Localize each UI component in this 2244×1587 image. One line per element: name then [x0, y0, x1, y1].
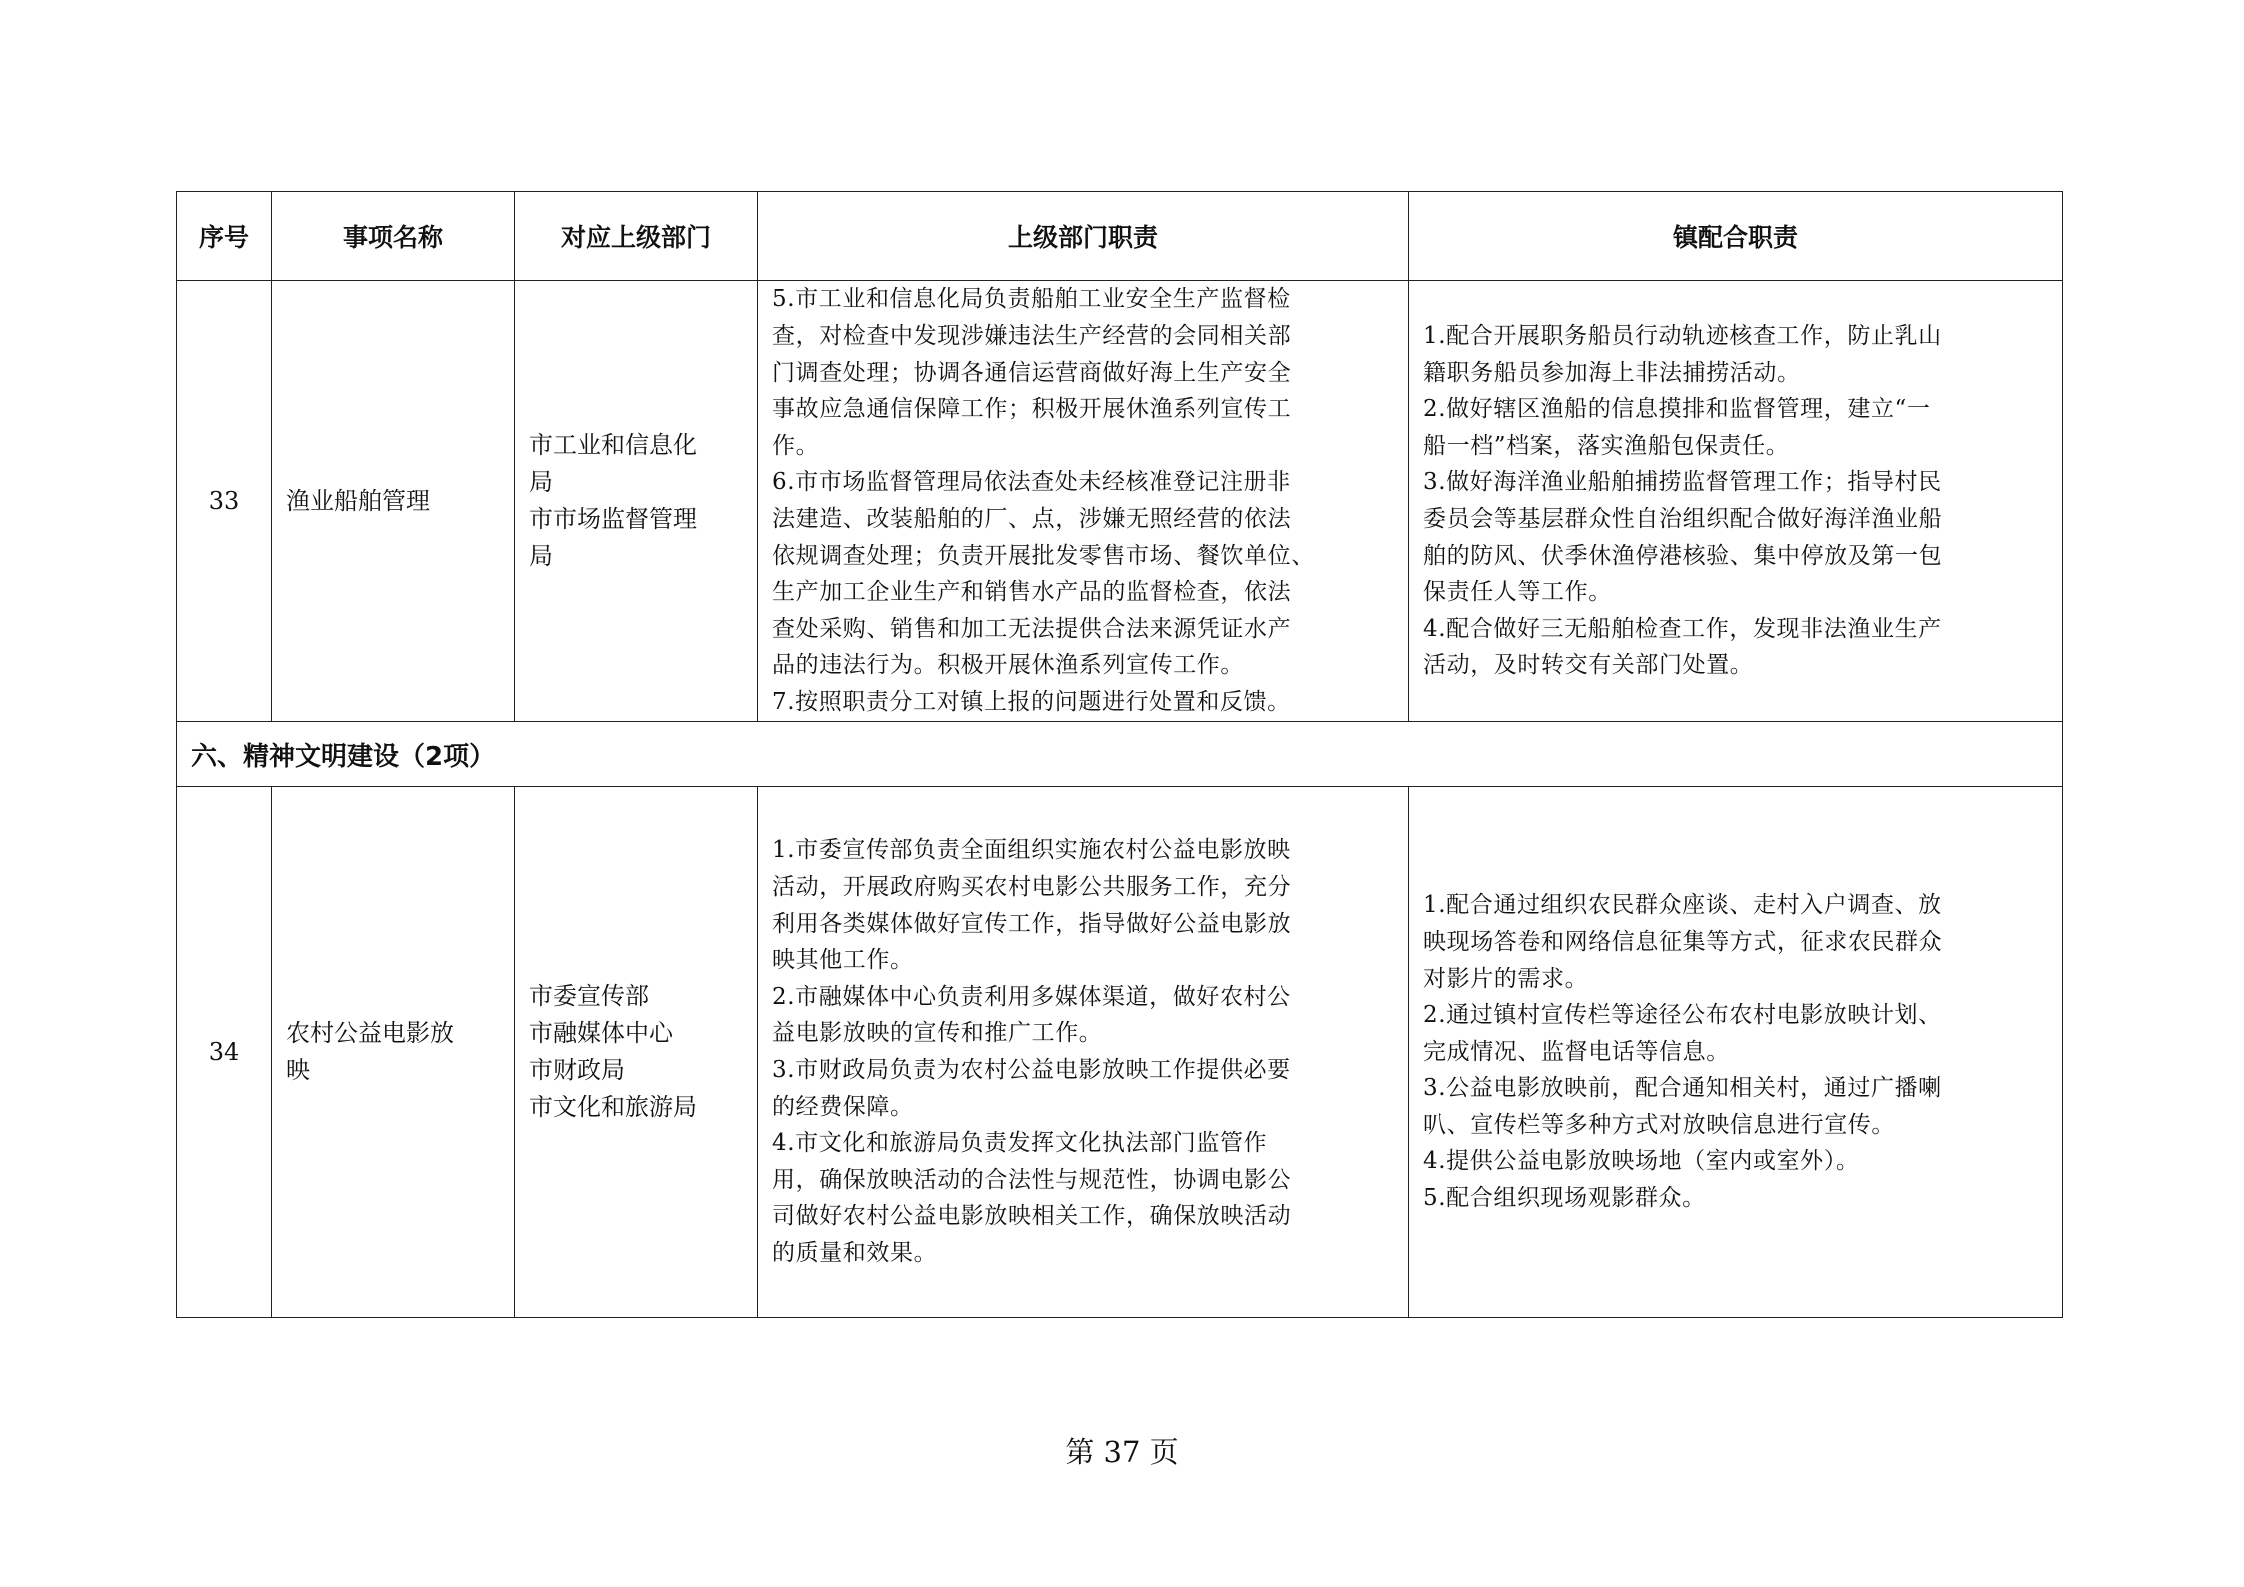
- duty-line: 2.通过镇村宣传栏等途径公布农村电影放映计划、: [1423, 1002, 1942, 1029]
- duty-line: 益电影放映的宣传和推广工作。: [772, 1020, 1103, 1047]
- duties-table: [176, 191, 2063, 1318]
- duty-line: 3.市财政局负责为农村公益电影放映工作提供必要: [772, 1057, 1291, 1083]
- table-row: [177, 787, 2063, 1318]
- upper-duties-cell: [758, 281, 1409, 722]
- duty-line: 用，确保放映活动的合法性与规范性，协调电影公: [772, 1166, 1292, 1193]
- item-name: [272, 787, 515, 1318]
- duty-line: 利用各类媒体做好宣传工作，指导做好公益电影放: [772, 910, 1292, 937]
- duty-line: 6.市市场监督管理局依法查处未经核准登记注册非: [772, 469, 1291, 496]
- duty-line: 7.按照职责分工对镇上报的问题进行处置和反馈。: [772, 688, 1291, 715]
- duty-line: 依规调查处理；负责开展批发零售市场、餐饮单位、: [772, 542, 1315, 569]
- header-town-duties: 镇配合职责: [1409, 192, 2063, 281]
- duty-line: 4.提供公益电影放映场地（室内或室外）。: [1423, 1148, 1860, 1175]
- duty-line: 品的违法行为。积极开展休渔系列宣传工作。: [772, 652, 1244, 679]
- duty-line: 1.配合开展职务船员行动轨迹核查工作，防止乳山: [1423, 323, 1942, 350]
- dept-line: 市财政局: [529, 1056, 625, 1084]
- duty-line: 船一档”档案，落实渔船包保责任。: [1423, 432, 1790, 459]
- dept-line: 局: [529, 468, 553, 496]
- duty-line: 5.市工业和信息化局负责船舶工业安全生产监督检: [772, 286, 1291, 313]
- duty-line: 生产加工企业生产和销售水产品的监督检查，依法: [772, 579, 1292, 606]
- dept-cell: [515, 281, 758, 722]
- dept-line: 市委宣传部: [529, 982, 649, 1010]
- dept-line: 市文化和旅游局: [529, 1093, 697, 1121]
- duty-line: 事故应急通信保障工作；积极开展休渔系列宣传工: [772, 396, 1292, 423]
- duty-line: 活动，开展政府购买农村电影公共服务工作，充分: [772, 874, 1292, 901]
- duty-line: 3.公益电影放映前，配合通知相关村，通过广播喇: [1423, 1075, 1942, 1102]
- page-number: 第 37 页: [1065, 1435, 1179, 1469]
- duty-line: 3.做好海洋渔业船舶捕捞监督管理工作；指导村民: [1423, 469, 1942, 496]
- duty-line: 保责任人等工作。: [1423, 579, 1612, 606]
- duty-line: 4.配合做好三无船舶检查工作，发现非法渔业生产: [1423, 615, 1942, 642]
- duty-line: 1.配合通过组织农民群众座谈、走村入户调查、放: [1423, 892, 1942, 919]
- duty-line: 门调查处理；协调各通信运营商做好海上生产安全: [772, 359, 1292, 386]
- header-upper-duties: 上级部门职责: [758, 192, 1409, 281]
- header-no: 序号: [177, 192, 272, 281]
- duty-line: 活动，及时转交有关部门处置。: [1423, 652, 1754, 679]
- duty-line: 5.配合组织现场观影群众。: [1423, 1185, 1706, 1212]
- dept-line: 市工业和信息化: [529, 431, 697, 459]
- duty-line: 1.市委宣传部负责全面组织实施农村公益电影放映: [772, 837, 1291, 864]
- duty-line: 的经费保障。: [772, 1093, 914, 1120]
- duty-line: 的质量和效果。: [772, 1239, 938, 1266]
- duty-line: 作。: [772, 432, 820, 459]
- duty-line: 查处采购、销售和加工无法提供合法来源凭证水产: [772, 615, 1292, 642]
- town-duties-cell: [1409, 787, 2063, 1318]
- dept-line: 市融媒体中心: [529, 1019, 673, 1047]
- header-name: 事项名称: [272, 192, 515, 281]
- upper-duties-cell: [758, 787, 1409, 1318]
- duty-line: 委员会等基层群众性自治组织配合做好海洋渔业船: [1423, 506, 1943, 532]
- row-number: 34: [177, 787, 272, 1318]
- section-row: [177, 722, 2063, 787]
- dept-line: 市市场监督管理: [529, 505, 697, 533]
- duty-line: 2.市融媒体中心负责利用多媒体渠道，做好农村公: [772, 983, 1291, 1010]
- duty-line: 对影片的需求。: [1423, 965, 1589, 992]
- item-name-line: 映: [286, 1056, 310, 1084]
- duty-line: 查，对检查中发现涉嫌违法生产经营的会同相关部: [772, 323, 1292, 350]
- table-row: [177, 281, 2063, 722]
- section-title: 六、精神文明建设（2项）: [177, 722, 2063, 787]
- duty-line: 映其他工作。: [772, 947, 914, 974]
- dept-cell: [515, 787, 758, 1318]
- row-number: 33: [177, 281, 272, 722]
- header-dept: 对应上级部门: [515, 192, 758, 281]
- duty-line: 法建造、改装船舶的厂、点，涉嫌无照经营的依法: [772, 506, 1292, 532]
- duty-line: 叭、宣传栏等多种方式对放映信息进行宣传。: [1423, 1111, 1895, 1138]
- item-name: 渔业船舶管理: [272, 281, 515, 722]
- duty-line: 司做好农村公益电影放映相关工作，确保放映活动: [772, 1203, 1292, 1230]
- town-duties-cell: [1409, 281, 2063, 722]
- duty-line: 完成情况、监督电话等信息。: [1423, 1038, 1730, 1065]
- dept-line: 局: [529, 542, 553, 570]
- duty-line: 籍职务船员参加海上非法捕捞活动。: [1423, 359, 1801, 386]
- item-name-line: 农村公益电影放: [286, 1019, 454, 1047]
- duty-line: 舶的防风、伏季休渔停港核验、集中停放及第一包: [1423, 542, 1943, 569]
- table-header-row: [177, 192, 2063, 281]
- duty-line: 4.市文化和旅游局负责发挥文化执法部门监管作: [772, 1130, 1268, 1157]
- duty-line: 映现场答卷和网络信息征集等方式，征求农民群众: [1423, 928, 1943, 955]
- duty-line: 2.做好辖区渔船的信息摸排和监督管理，建立“一: [1423, 396, 1931, 423]
